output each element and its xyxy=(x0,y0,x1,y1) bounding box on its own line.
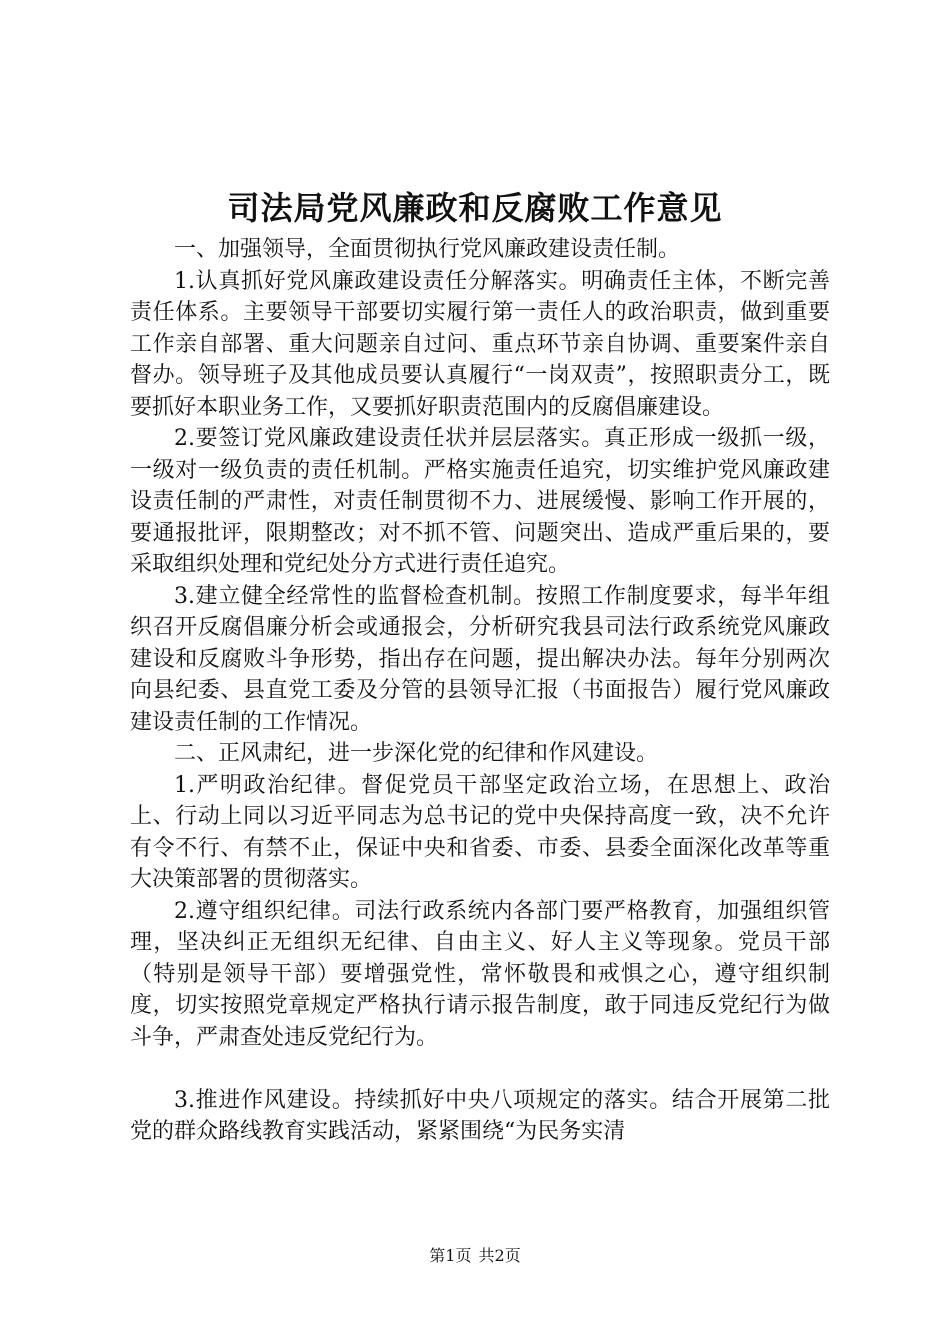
section-heading-2: 二、正风肃纪，进一步深化党的纪律和作风建设。 xyxy=(174,741,659,766)
paragraph-2-1: 1.严明政治纪律。督促党员干部坚定政治立场，在思想上、政治上、行动上同以习近平同志为总书记的党中央保持高度一致，决不允许有令不行、有禁不止，保证中央和省委、市委、县委全面深化改革等重大决策部署的贯彻落实。 xyxy=(130,772,830,892)
paragraph-1-1: 1.认真抓好党风廉政建设责任分解落实。明确责任主体，不断完善责任体系。主要领导干部要切实履行第一责任人的政治职责，做到重要工作亲自部署、重大问题亲自过问、重点环节亲自协调、重要案件亲自督办。领导班子及其他成员要认真履行“一岗双责”，按照职责分工，既要抓好本职业务工作，又要抓好职责范围内的反腐倡廉建设。 xyxy=(130,268,830,420)
section-heading-1: 一、加强领导，全面贯彻执行党风廉政建设责任制。 xyxy=(174,237,681,262)
paragraph-1-2: 2.要签订党风廉政建设责任状并层层落实。真正形成一级抓一级，一级对一级负责的责任机制。严格实施责任追究，切实维护党风廉政建设责任制的严肃性，对责任制贯彻不力、进展缓慢、影响工作开展的，要通报批评，限期整改；对不抓不管、问题突出、造成严重后果的，要采取组织处理和党纪处分方式进行责任追究。 xyxy=(130,426,830,577)
document-body xyxy=(130,234,830,1148)
paragraph-1-3: 3.建立健全经常性的监督检查机制。按照工作制度要求，每半年组织召开反腐倡廉分析会或通报会，分析研究我县司法行政系统党风廉政建设和反腐败斗争形势，指出存在问题，提出解决办法。每年分别两次向县纪委、县直党工委及分管的县领导汇报（书面报告）履行党风廉政建设责任制的工作情况。 xyxy=(130,583,830,735)
paragraph-2-2: 2.遵守组织纪律。司法行政系统内各部门要严格教育，加强组织管理，坚决纠正无组织无纪律、自由主义、好人主义等现象。党员干部（特别是领导干部）要增强党性，常怀敬畏和戒惧之心，遵守组织制度，切实按照党章规定严格执行请示报告制度，敢于同违反党纪行为做斗争，严肃查处违反党纪行为。 xyxy=(130,898,830,1050)
document-title: 司法局党风廉政和反腐败工作意见 xyxy=(227,189,723,227)
paragraph-gap xyxy=(130,1053,830,1085)
paragraph-2-3: 3.推进作风建设。持续抓好中央八项规定的落实。结合开展第二批党的群众路线教育实践活动，紧紧围绕“为民务实清 xyxy=(130,1087,830,1144)
page-number-footer: 第1页 共2页 xyxy=(429,1246,521,1265)
